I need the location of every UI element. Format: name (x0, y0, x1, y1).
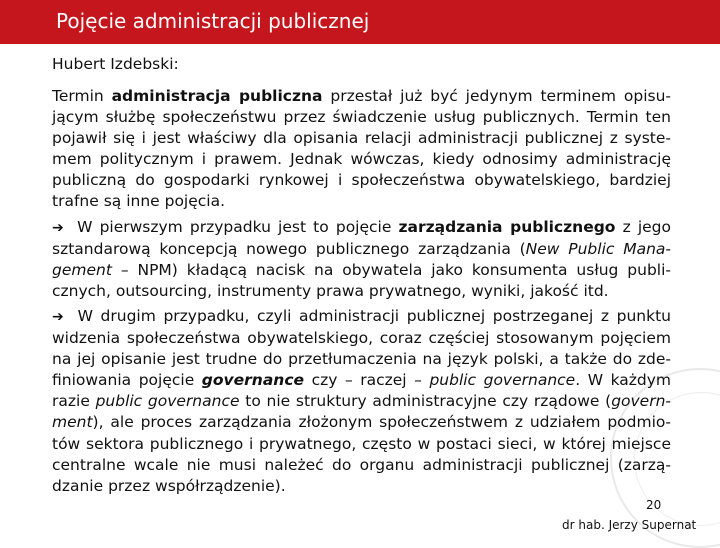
term-governance: governance (201, 371, 305, 390)
p3-lead: W drugim przypadku, czyli administracji publicznej postrzeganej z punktu widzenia społeczeństwa obywatelskiego, coraz częściej stosowanym pojęciem na jej opisanie jest trudne do przetłumaczenia na język polski, a także do zdefiniowania pojęcie (52, 306, 671, 390)
p3-mid2: . W każdym razie (52, 371, 672, 411)
arrow-bullet-icon: ➔ (52, 219, 64, 236)
p1-rest: przestał już być jedynym terminem opisującym służbę społeczeństwu przez świadczenie usług publicznych. Termin ten pojawił się i jest właściwy dla opisania relacji administracji publicznej z systemem politycznym i prawem. Jednak wówczas, kiedy odnosimy administrację publiczną do gospodarki rynkowej i społeczeństwa obywatelskiego, bardziej trafne są inne pojęcia. (52, 87, 671, 211)
body-text (52, 86, 671, 497)
p3-mid1: czy – raczej – (304, 371, 430, 390)
p2-lead: W pierwszym przypadku jest to pojęcie (70, 217, 399, 236)
p3-rest: ), ale proces zarządzania złożonym społeczeństwem z udziałem podmiotów sektora publicznego i prywatnego, często w postaci sieci, w której miejsce centralne wcale nie musi należeć do organu administracji publicznej (zarządzanie przez współrządzenie). (52, 413, 671, 495)
paragraph-2 (52, 217, 671, 302)
term-public-governance-2: public governance (95, 392, 240, 411)
slide-header (0, 0, 720, 44)
term-administracja-publiczna: administracja publiczna (111, 87, 323, 105)
term-new-public-management: New Public Management (52, 239, 671, 279)
paragraph-3 (52, 306, 671, 497)
arrow-bullet-icon: ➔ (52, 308, 64, 325)
p1-lead: Termin (52, 87, 112, 105)
p2-rest: – NPM) kładącą nacisk na obywatela jako konsumenta usług publicznych, outsourcing, instrumenty prawa prywatnego, wyniki, jakość itd. (52, 260, 671, 300)
p2-mid: z jego sztandarową koncepcją nowego publicznego zarządzania ( (52, 217, 671, 258)
p3-mid3: to nie struktury administracyjne czy rządowe ( (239, 392, 612, 411)
quoted-author: Hubert Izdebski: (52, 55, 179, 73)
page-number: 20 (646, 498, 662, 512)
term-zarzadzanie-publiczne: zarządzania publicznego (398, 217, 616, 236)
paragraph-1 (52, 86, 671, 213)
term-government: government (52, 392, 672, 432)
term-public-governance: public governance (429, 371, 576, 390)
footer-author: dr hab. Jerzy Supernat (562, 518, 697, 532)
slide-title: Pojęcie administracji publicznej (56, 9, 370, 33)
